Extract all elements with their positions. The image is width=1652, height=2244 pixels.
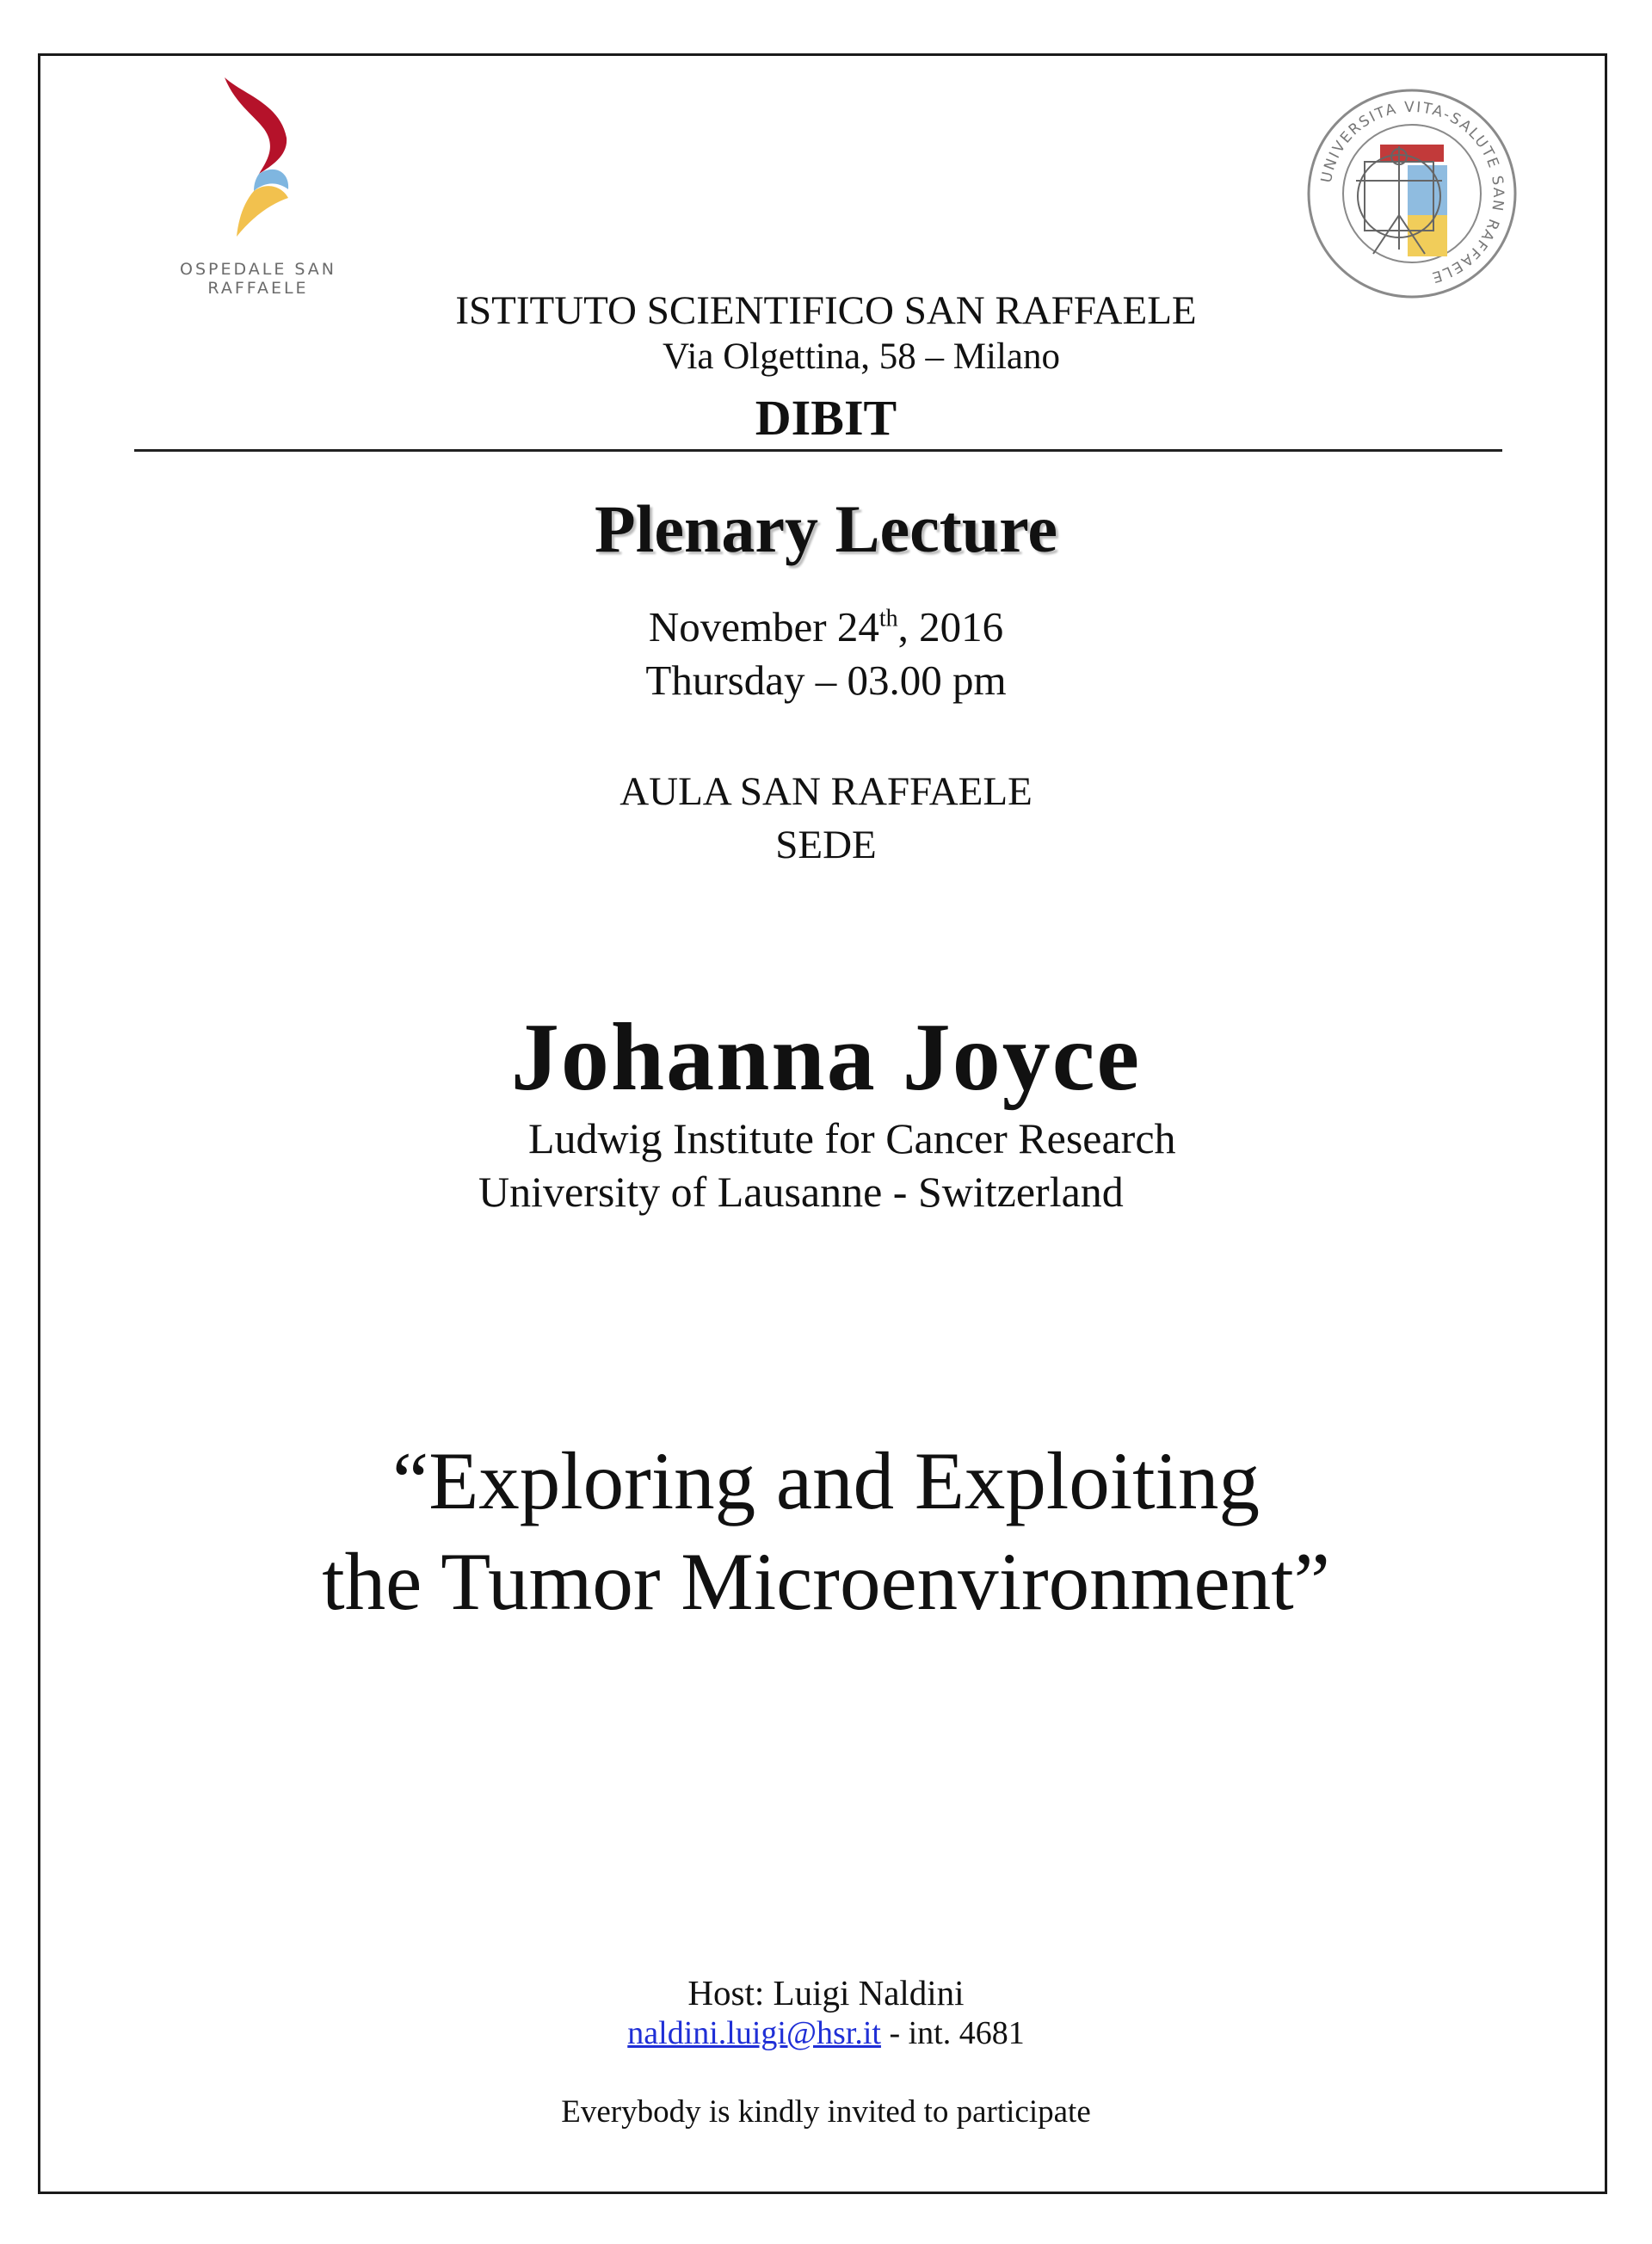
event-date bbox=[0, 602, 1652, 651]
host-extension: - int. 4681 bbox=[880, 2015, 1025, 2051]
event-room: AULA SAN RAFFAELE bbox=[620, 769, 1032, 814]
ribbon-logo-icon bbox=[219, 77, 297, 241]
university-seal bbox=[1304, 86, 1519, 301]
host-name: Host: Luigi Naldini bbox=[687, 1973, 965, 2013]
header-divider bbox=[134, 449, 1502, 452]
speaker-affiliation-institute: Ludwig Institute for Cancer Research bbox=[528, 1114, 1176, 1162]
speaker-affiliation-university: University of Lausanne - Switzerland bbox=[478, 1168, 1124, 1216]
building-name: DIBIT bbox=[755, 390, 897, 446]
talk-title-line-2: the Tumor Microenvironment” bbox=[322, 1536, 1330, 1627]
speaker-name: Johanna Joyce bbox=[510, 1004, 1142, 1111]
event-date-month-day: November 24 bbox=[648, 603, 879, 650]
event-venue: SEDE bbox=[775, 823, 877, 867]
event-date-year: , 2016 bbox=[897, 603, 1004, 650]
ospedale-logo-caption: OSPEDALE SAN RAFFAELE bbox=[179, 260, 337, 298]
institute-address: Via Olgettina, 58 – Milano bbox=[663, 336, 1060, 377]
ospedale-logo bbox=[129, 77, 387, 298]
university-seal-icon bbox=[1304, 86, 1519, 301]
host-contact bbox=[0, 2014, 1652, 2052]
lecture-title: Plenary Lecture bbox=[595, 491, 1057, 566]
invitation-text: Everybody is kindly invited to participate bbox=[561, 2094, 1091, 2130]
event-date-ordinal: th bbox=[878, 605, 898, 632]
institute-name: ISTITUTO SCIENTIFICO SAN RAFFAELE bbox=[455, 288, 1197, 333]
talk-title-line-1: “Exploring and Exploiting bbox=[392, 1435, 1260, 1526]
host-email-link[interactable]: naldini.luigi@hsr.it bbox=[627, 2015, 881, 2051]
svg-text:UNIVERSITA VITA-SALUTE SAN RAF: UNIVERSITA VITA-SALUTE SAN RAFFAELE bbox=[1317, 98, 1507, 287]
event-time: Thursday – 03.00 pm bbox=[645, 657, 1007, 704]
